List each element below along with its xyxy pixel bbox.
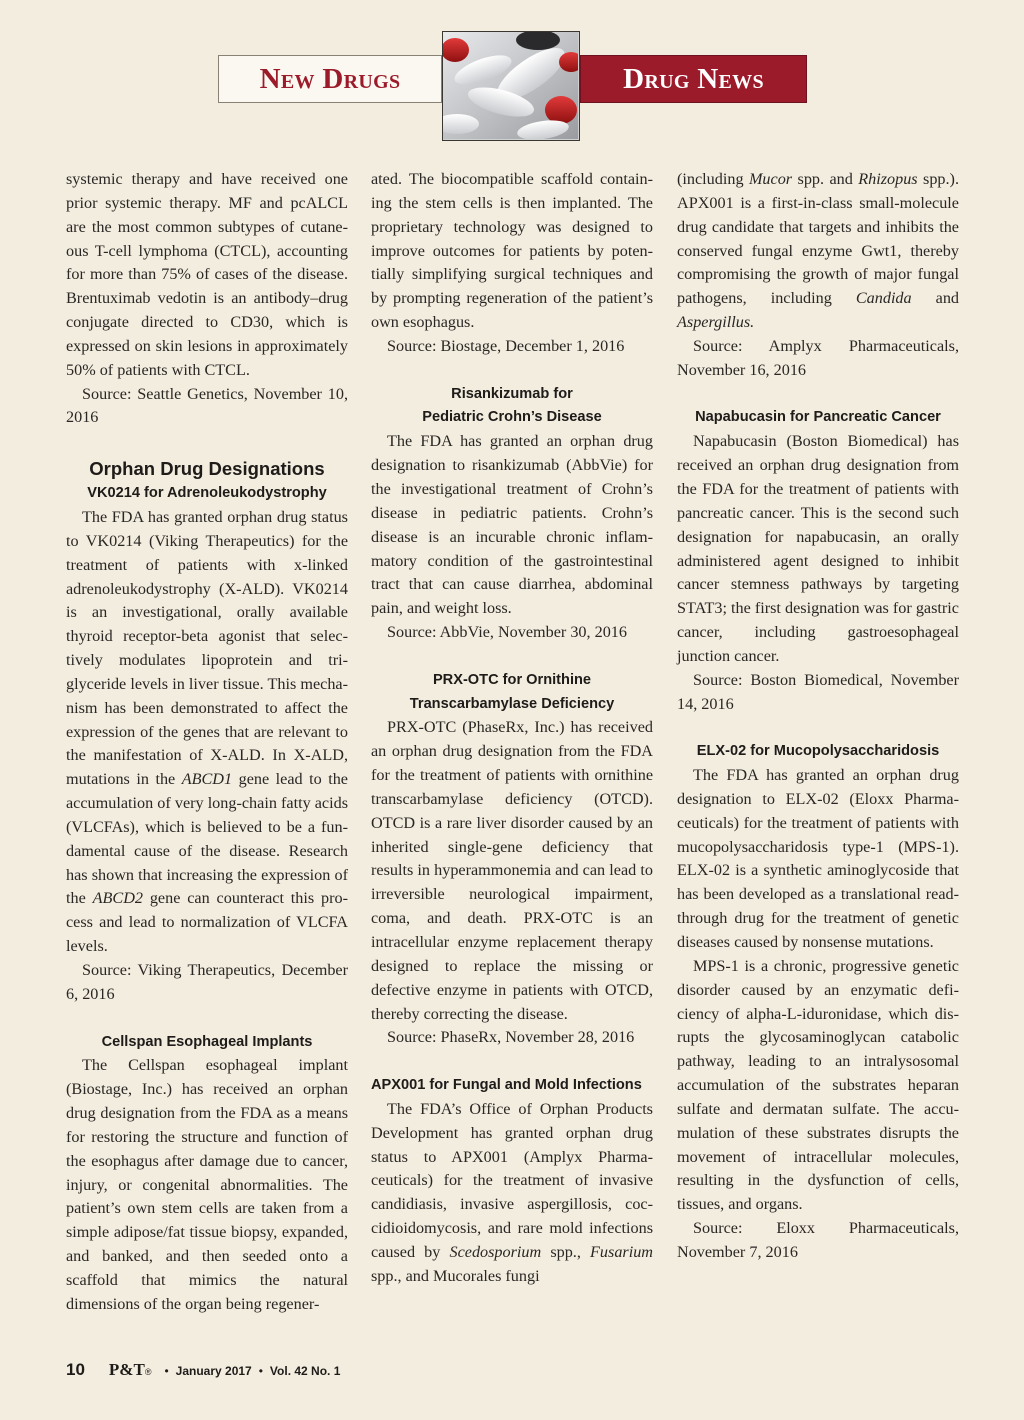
pills-photo xyxy=(442,31,580,141)
article-heading: Risankizumab for xyxy=(451,385,573,402)
species-name: Candida xyxy=(855,289,912,308)
source-line: Source: PhaseRx, November 28, 2016 xyxy=(387,1028,635,1047)
body-paragraph: The Cellspan esophageal implant (Biostage, Inc.) has received an orphan drug designation from the FDA as a means for restoring the structure and function of the esophagus after damage due to cancer, injury, or congenital abnormalities. The patient’s own stem cells are taken from a simple adipose/fat tissue biopsy, expanded, and banked, and then seeded onto a scaffold that mimics the natural dimensions of the organ being regener- xyxy=(66,1056,348,1313)
body-paragraph: PRX-OTC (PhaseRx, Inc.) has received an orphan drug designation from the FDA for the treatment of patients with ornithine transcarbamylase deficiency (OTCD). OTCD is a rare liver disorder caused by an inherited single-gene deficiency that results in hyperammonemia and can lead to irreversible neurological impairment, coma, and death. PRX-OTC is an intracellular enzyme replacement therapy designed to replace the missing or defective enzyme in patients with OTCD, thereby correcting the disease. xyxy=(371,718,653,1023)
body-paragraph: The FDA has granted an orphan drug designation to ELX-02 (Eloxx Pharmaceuticals) for the treatment of patients with mucopolysaccharidosis type-1 (MPS-1). ELX-02 is a synthetic aminoglycoside that has been developed as a translational read-through drug for the treatment of genetic diseases caused by nonsense mutations. xyxy=(677,766,959,951)
footer-separator: • xyxy=(164,1364,169,1378)
column-1 xyxy=(66,168,348,1317)
source-line: Source: Seattle Genetics, November 10, 2016 xyxy=(66,384,348,427)
source-line: Source: Eloxx Pharmaceuticals, November 7, 2016 xyxy=(677,1219,959,1261)
source-line: Source: Biostage, December 1, 2016 xyxy=(387,336,625,355)
article-heading: Transcarbamylase Deficiency xyxy=(409,695,615,712)
column-3 xyxy=(677,168,959,1265)
species-name: Scedosporium xyxy=(449,1242,542,1261)
footer-separator: • xyxy=(258,1364,263,1378)
gene-name: ABCD2 xyxy=(92,889,143,908)
section-label-new-drugs: New Drugs xyxy=(218,55,442,103)
issue-date: January 2017 xyxy=(175,1364,252,1378)
body-paragraph: systemic therapy and have received one prior systemic therapy. MF and pcALCL are the most common subtypes of cutaneous T-cell lymphoma (CTCL), accounting for more than 75% of cases of the disease. Brentuximab vedotin is an antibody–drug conjugate directed to CD30, which is expressed on skin lesions in approximately 50% of patients with CTCL. xyxy=(66,170,348,379)
body-paragraph: ated. The biocompatible scaffold containing the stem cells is then implanted. The proprietary technology was designed to improve outcomes for patients by potentially simplifying surgical techniques and by prompting regeneration of the patient’s own esophagus. xyxy=(371,170,653,332)
article-heading: Cellspan Esophageal Implants xyxy=(101,1033,313,1050)
body-paragraph: The FDA’s Office of Orphan Products Development has granted orphan drug status to APX001 (Amplyx Pharmaceuticals) for the treatment of invasive candidiasis, invasive aspergillosis, coccidioidomycosis, and rare mold infections caused by Scedosporium spp., Fusarium spp., and Mucorales fungi xyxy=(371,1099,653,1285)
body-paragraph: (including Mucor spp. and Rhizopus spp.). APX001 is a first-in-class small-molecule drug candidate that targets and inhibits the conserved fungal enzyme Gwt1, thereby compromising the growth of major fungal pathogens, including Candida and Aspergillus. xyxy=(677,170,960,332)
body-paragraph: The FDA has granted an orphan drug designation to risankizumab (AbbVie) for the investigational treatment of Crohn’s disease in pediatric patients. Crohn’s disease is an incurable chronic inflammatory condition of the gastrointestinal tract that can cause diarrhea, abdominal pain, and weight loss. xyxy=(371,432,653,618)
source-line: Source: Amplyx Pharmaceuticals, November 16, 2016 xyxy=(677,336,959,379)
body-paragraph: The FDA has granted orphan drug status to VK0214 (Viking Therapeutics) for the treatment of patients with x-linked adrenoleukodystrophy (X-ALD). VK0214 is an investigational, orally available thyroid receptor-beta agonist that selectively modulates lipoprotein and triglyceride levels in liver tissue. This mechanism has been demonstrated to affect the expression of the genes that are relevant to the manifestation of X-ALD. In X-ALD, mutations in the ABCD1 gene lead to the accumulation of very long-chain fatty acids (VLCFAs), which is believed to be a fundamental cause of the disease. Research has shown that increasing the expression of the ABCD2 gene can counteract this process and lead to normalization of VLCFA levels. xyxy=(66,507,348,956)
body-paragraph: MPS-1 is a chronic, progressive genetic disorder caused by an enzymatic deficiency of alpha-L-iduronidase, which disrupts the glycosaminoglycan catabolic pathway, leading to an intralysosomal accumulation of the substrates heparan sulfate and dermatan sulfate. The accumulation of these substrates disrupts the movement of intracellular molecules, resulting in the dysfunction of cells, tissues, and organs. xyxy=(677,956,959,1214)
species-name: Fusarium xyxy=(590,1242,653,1261)
species-name: Aspergillus. xyxy=(677,313,755,332)
journal-name: P&T xyxy=(108,1360,145,1379)
body-paragraph: Napabucasin (Boston Biomedical) has received an orphan drug designation from the FDA for the treatment of patients with pancreatic cancer. This is the second such designation for napabucasin, an orally administered agent designed to inhibit cancer stemness pathways by targeting STAT3; the first designation was for gastric cancer, including gastroesophageal junction cancer. xyxy=(677,432,959,665)
article-heading: VK0214 for Adrenoleukodystrophy xyxy=(87,485,327,502)
registered-mark: ® xyxy=(144,1367,152,1377)
source-line: Source: Viking Therapeutics, December 6, 2016 xyxy=(66,961,348,1003)
source-line: Source: AbbVie, November 30, 2016 xyxy=(387,623,627,642)
article-heading: Pediatric Crohn’s Disease xyxy=(422,409,602,426)
source-line: Source: Boston Biomedical, November 14, 2016 xyxy=(677,670,959,713)
species-name: Mucor xyxy=(748,170,793,188)
page-footer xyxy=(66,1360,340,1380)
article-heading: APX001 for Fungal and Mold Infections xyxy=(371,1077,642,1094)
species-name: Rhizopus xyxy=(858,170,918,188)
section-label-drug-news: Drug News xyxy=(580,55,807,103)
volume-number: Vol. 42 No. 1 xyxy=(269,1364,341,1378)
section-title: Orphan Drug Designations xyxy=(89,458,325,480)
column-2 xyxy=(371,168,653,1289)
article-heading: PRX-OTC for Ornithine xyxy=(432,671,592,688)
page-number: 10 xyxy=(66,1360,85,1379)
article-heading: ELX-02 for Mucopolysaccharidosis xyxy=(696,743,940,760)
gene-name: ABCD1 xyxy=(181,770,233,789)
article-heading: Napabucasin for Pancreatic Cancer xyxy=(695,409,941,426)
